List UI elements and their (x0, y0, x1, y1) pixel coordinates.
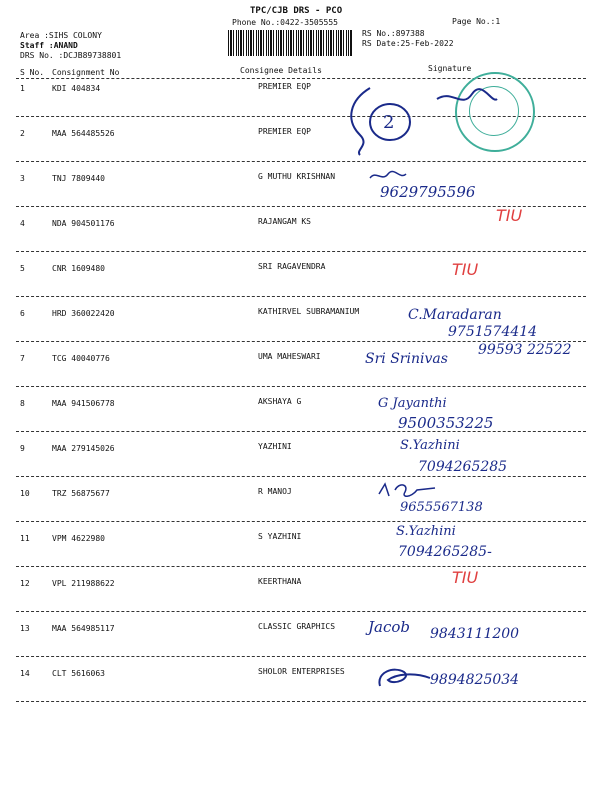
rs-date: RS Date:25-Feb-2022 (362, 39, 454, 48)
row-consignee: S YAZHINI (258, 532, 302, 541)
handwriting-row3-phone: 9629795596 (380, 183, 476, 201)
barcode (228, 30, 352, 56)
row-consignment: HRD 360022420 (52, 309, 115, 318)
row-consignment: TCG 40040776 (52, 354, 110, 363)
row-divider (16, 386, 586, 387)
document-title: TPC/CJB DRS - PCO (250, 6, 343, 16)
row-consignee: SHOLOR ENTERPRISES (258, 667, 345, 676)
row-consignment: MAA 941506778 (52, 399, 115, 408)
column-consignee: Consignee Details (240, 66, 322, 75)
tiu-mark-row5: TIU (452, 260, 479, 279)
row-consignee: KATHIRVEL SUBRAMANIUM (258, 307, 360, 316)
row-sno: 9 (20, 444, 25, 453)
row-sno: 1 (20, 84, 25, 93)
row-divider (16, 476, 586, 477)
row-consignment: KDI 404834 (52, 84, 101, 93)
row-divider (16, 611, 586, 612)
row-divider (16, 566, 586, 567)
row-consignee: PREMIER EQP (258, 127, 311, 136)
handwriting-row11-name: S.Yazhini (396, 524, 456, 539)
row-sno: 4 (20, 219, 25, 228)
row-sno: 7 (20, 354, 25, 363)
row-sno: 5 (20, 264, 25, 273)
row-consignment: MAA 564985117 (52, 624, 115, 633)
handwriting-row13-name: Jacob (368, 618, 410, 636)
row-consignee: AKSHAYA G (258, 397, 302, 406)
drs-number: DRS No. :DCJB89738801 (20, 51, 122, 60)
row-sno: 8 (20, 399, 25, 408)
column-sno: S No. (20, 68, 45, 77)
handwriting-row8-name: G Jayanthi (378, 396, 447, 411)
column-consignment: Consignment No (52, 68, 120, 77)
row-divider (16, 431, 586, 432)
row-consignee: CLASSIC GRAPHICS (258, 622, 336, 631)
row-consignment: MAA 564485526 (52, 129, 115, 138)
row-consignment: TNJ 7809440 (52, 174, 105, 183)
row-consignment: VPM 4622980 (52, 534, 105, 543)
row-consignment: CLT 5616063 (52, 669, 105, 678)
row-consignment: VPL 211988622 (52, 579, 115, 588)
row-divider (16, 701, 586, 702)
signature-mark-row3 (368, 168, 408, 184)
handwritten-scribble (330, 80, 430, 160)
handwriting-row9-phone: 7094265285 (418, 459, 508, 475)
row-divider (16, 251, 586, 252)
row-consignee: UMA MAHESWARI (258, 352, 321, 361)
row-consignee: SRI RAGAVENDRA (258, 262, 326, 271)
row-consignee: YAZHINI (258, 442, 292, 451)
svg-text:2: 2 (383, 112, 395, 133)
staff-label: Staff :ANAND (20, 41, 78, 50)
row-consignment: MAA 279145026 (52, 444, 115, 453)
handwriting-row7-phone: 99593 22522 (478, 342, 572, 358)
row-sno: 11 (20, 534, 30, 543)
handwriting-row13-phone: 9843111200 (430, 626, 520, 642)
row-sno: 2 (20, 129, 25, 138)
handwriting-row9-name: S.Yazhini (400, 438, 460, 453)
row-consignee: R MANOJ (258, 487, 292, 496)
page-number: Page No.:1 (452, 17, 501, 26)
handwriting-row10-phone: 9655567138 (400, 500, 483, 515)
row-sno: 6 (20, 309, 25, 318)
handwriting-row8-phone: 9500353225 (398, 414, 494, 432)
row-divider (16, 521, 586, 522)
row-consignee: KEERTHANA (258, 577, 302, 586)
handwriting-row11-phone: 7094265285- (398, 544, 492, 560)
row-sno: 10 (20, 489, 30, 498)
row-sno: 12 (20, 579, 30, 588)
row-sno: 13 (20, 624, 30, 633)
phone-number: Phone No.:0422-3505555 (232, 18, 338, 27)
signature-mark-row10 (375, 478, 445, 502)
handwriting-row6-name: C.Maradaran (408, 307, 502, 323)
row-consignee: RAJANGAM KS (258, 217, 311, 226)
row-divider (16, 296, 586, 297)
row-consignee: G MUTHU KRISHNAN (258, 172, 336, 181)
tiu-mark-row4: TIU (496, 206, 523, 225)
row-consignee: PREMIER EQP (258, 82, 311, 91)
handwriting-row14-phone: 9894825034 (430, 672, 520, 688)
column-signature: Signature (428, 64, 472, 73)
signature-mark (432, 84, 502, 124)
area-label: Area :SIHS COLONY (20, 31, 102, 40)
row-divider (16, 161, 586, 162)
row-consignment: TRZ 56875677 (52, 489, 110, 498)
row-divider (16, 656, 586, 657)
row-sno: 3 (20, 174, 25, 183)
handwriting-row6-phone: 9751574414 (448, 324, 538, 340)
handwriting-row7-name: Sri Srinivas (365, 351, 448, 367)
row-consignment: CNR 1609480 (52, 264, 105, 273)
row-consignment: NDA 904501176 (52, 219, 115, 228)
rs-number: RS No.:897388 (362, 29, 425, 38)
row-sno: 14 (20, 669, 30, 678)
tiu-mark-row12: TIU (452, 568, 479, 587)
signature-mark-row14 (374, 662, 434, 692)
